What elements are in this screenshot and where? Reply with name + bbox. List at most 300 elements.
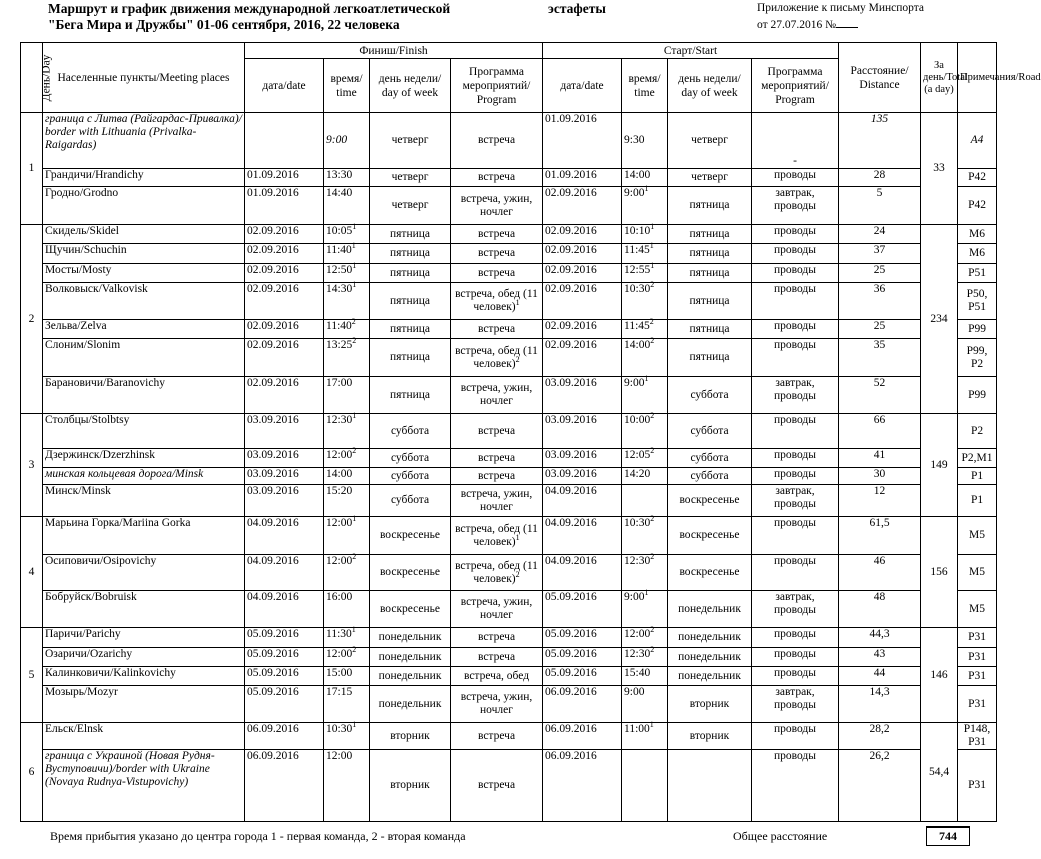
start-date: 05.09.2016 bbox=[543, 667, 622, 686]
finish-date: 02.09.2016 bbox=[245, 283, 324, 320]
start-program: проводы bbox=[752, 339, 839, 377]
table-row bbox=[21, 555, 997, 591]
start-program: проводы bbox=[752, 283, 839, 320]
finish-program: встреча bbox=[451, 225, 543, 244]
finish-group-header: Финиш/Finish bbox=[245, 43, 543, 59]
distance: 41 bbox=[839, 449, 921, 468]
finish-time: 16:00 bbox=[324, 591, 370, 628]
table-row bbox=[21, 468, 997, 485]
finish-program: встреча, ужин, ночлег bbox=[451, 686, 543, 723]
distance: 43 bbox=[839, 648, 921, 667]
table-row bbox=[21, 485, 997, 517]
distance: 44 bbox=[839, 667, 921, 686]
start-time: $12:30^2$ bbox=[622, 648, 668, 667]
start-program-header: Программа мероприятий/ Program bbox=[752, 59, 839, 113]
place-name: Гродно/Grodno bbox=[43, 187, 245, 225]
start-program: проводы bbox=[752, 414, 839, 449]
col-per-day-header: За день/Total (a day) bbox=[921, 43, 958, 113]
start-program: завтрак, проводы bbox=[752, 686, 839, 723]
finish-weekday: понедельник bbox=[370, 628, 451, 648]
road-number: Р31 bbox=[958, 750, 997, 822]
finish-weekday: пятница bbox=[370, 244, 451, 264]
start-date: 03.09.2016 bbox=[543, 377, 622, 414]
distance: 26,2 bbox=[839, 750, 921, 822]
start-program: проводы bbox=[752, 320, 839, 339]
start-program: проводы bbox=[752, 225, 839, 244]
place-name: Паричи/Parichy bbox=[43, 628, 245, 648]
finish-time: $12:00^2$ bbox=[324, 648, 370, 667]
finish-program: встреча, обед (11 человек)$^2$ bbox=[451, 339, 543, 377]
start-program: проводы bbox=[752, 628, 839, 648]
finish-weekday-header: день недели/ day of week bbox=[370, 59, 451, 113]
place-name: Слоним/Slonim bbox=[43, 339, 245, 377]
road-number: М5 bbox=[958, 517, 997, 555]
start-weekday: пятница bbox=[668, 339, 752, 377]
start-program: проводы bbox=[752, 468, 839, 485]
finish-program: встреча bbox=[451, 648, 543, 667]
start-time: $12:00^2$ bbox=[622, 628, 668, 648]
start-date: 05.09.2016 bbox=[543, 591, 622, 628]
finish-time: $11:40^2$ bbox=[324, 320, 370, 339]
start-program: проводы bbox=[752, 555, 839, 591]
table-row bbox=[21, 264, 997, 283]
start-date: 03.09.2016 bbox=[543, 414, 622, 449]
finish-time: $11:40^1$ bbox=[324, 244, 370, 264]
start-time: $12:55^1$ bbox=[622, 264, 668, 283]
start-weekday: пятница bbox=[668, 283, 752, 320]
finish-program: встреча bbox=[451, 414, 543, 449]
finish-weekday: вторник bbox=[370, 750, 451, 822]
road-number: М6 bbox=[958, 225, 997, 244]
finish-time: $14:30^1$ bbox=[324, 283, 370, 320]
finish-date: 06.09.2016 bbox=[245, 750, 324, 822]
start-date: 04.09.2016 bbox=[543, 555, 622, 591]
finish-program: встреча bbox=[451, 723, 543, 750]
table-row bbox=[21, 244, 997, 264]
finish-program: встреча bbox=[451, 264, 543, 283]
start-time: 15:40 bbox=[622, 667, 668, 686]
road-number: Р31 bbox=[958, 686, 997, 723]
place-name: Минск/Minsk bbox=[43, 485, 245, 517]
table-row bbox=[21, 628, 997, 648]
finish-program: встреча bbox=[451, 750, 543, 822]
place-name: Грандичи/Hrandichy bbox=[43, 169, 245, 187]
finish-program: встреча, обед (11 человек)$^2$ bbox=[451, 555, 543, 591]
start-program: проводы bbox=[752, 449, 839, 468]
start-weekday: вторник bbox=[668, 686, 752, 723]
road-number: М5 bbox=[958, 591, 997, 628]
distance: 48 bbox=[839, 591, 921, 628]
finish-program: встреча bbox=[451, 628, 543, 648]
start-date: 03.09.2016 bbox=[543, 468, 622, 485]
finish-weekday: четверг bbox=[370, 187, 451, 225]
finish-program: встреча, обед bbox=[451, 667, 543, 686]
start-program: завтрак, проводы bbox=[752, 187, 839, 225]
finish-date bbox=[245, 113, 324, 169]
road-number: Р2,М1 bbox=[958, 449, 997, 468]
start-date: 04.09.2016 bbox=[543, 517, 622, 555]
finish-time: $12:00^2$ bbox=[324, 449, 370, 468]
day-number: 6 bbox=[21, 723, 43, 822]
road-number: Р31 bbox=[958, 628, 997, 648]
start-time: $10:30^2$ bbox=[622, 517, 668, 555]
place-name: Волковыск/Valkovisk bbox=[43, 283, 245, 320]
start-program: проводы bbox=[752, 723, 839, 750]
table-row bbox=[21, 169, 997, 187]
document-footer bbox=[0, 824, 1011, 859]
finish-date: 03.09.2016 bbox=[245, 414, 324, 449]
finish-date: 02.09.2016 bbox=[245, 377, 324, 414]
finish-time: $13:25^2$ bbox=[324, 339, 370, 377]
table-row bbox=[21, 591, 997, 628]
start-time: $10:10^1$ bbox=[622, 225, 668, 244]
finish-weekday: понедельник bbox=[370, 667, 451, 686]
start-weekday bbox=[668, 750, 752, 822]
finish-program: встреча, обед (11 человек)$^1$ bbox=[451, 283, 543, 320]
start-weekday: четверг bbox=[668, 169, 752, 187]
start-weekday: вторник bbox=[668, 723, 752, 750]
finish-date: 05.09.2016 bbox=[245, 648, 324, 667]
start-weekday: понедельник bbox=[668, 591, 752, 628]
place-name: Осиповичи/Osipovichy bbox=[43, 555, 245, 591]
place-name: Калинковичи/Kalinkovichy bbox=[43, 667, 245, 686]
road-number: Р2 bbox=[958, 414, 997, 449]
day-number: 5 bbox=[21, 628, 43, 723]
title-line1-end: эстафеты bbox=[548, 1, 606, 16]
start-date-header: дата/date bbox=[543, 59, 622, 113]
road-number: Р99 bbox=[958, 377, 997, 414]
finish-program: встреча bbox=[451, 449, 543, 468]
start-time: 9:30 bbox=[622, 113, 668, 169]
finish-weekday: пятница bbox=[370, 320, 451, 339]
start-date: 03.09.2016 bbox=[543, 449, 622, 468]
start-group-header: Старт/Start bbox=[543, 43, 839, 59]
distance: 25 bbox=[839, 320, 921, 339]
distance: 28,2 bbox=[839, 723, 921, 750]
finish-time: $12:00^2$ bbox=[324, 555, 370, 591]
road-number: Р42 bbox=[958, 187, 997, 225]
start-date: 02.09.2016 bbox=[543, 339, 622, 377]
place-name: Скидель/Skidel bbox=[43, 225, 245, 244]
place-name: Озаричи/Ozarichy bbox=[43, 648, 245, 667]
finish-weekday: пятница bbox=[370, 339, 451, 377]
finish-program: встреча bbox=[451, 169, 543, 187]
distance: 37 bbox=[839, 244, 921, 264]
distance: 14,3 bbox=[839, 686, 921, 723]
start-program: проводы bbox=[752, 648, 839, 667]
start-date: 02.09.2016 bbox=[543, 187, 622, 225]
start-weekday: суббота bbox=[668, 468, 752, 485]
table-row bbox=[21, 686, 997, 723]
start-date: 02.09.2016 bbox=[543, 264, 622, 283]
finish-date: 02.09.2016 bbox=[245, 244, 324, 264]
road-number: Р1 bbox=[958, 485, 997, 517]
table-row bbox=[21, 320, 997, 339]
finish-program: встреча, ужин, ночлег bbox=[451, 187, 543, 225]
finish-time: 14:00 bbox=[324, 468, 370, 485]
finish-weekday: вторник bbox=[370, 723, 451, 750]
finish-weekday: понедельник bbox=[370, 648, 451, 667]
document-header bbox=[0, 0, 1011, 42]
finish-weekday: пятница bbox=[370, 377, 451, 414]
road-number: Р42 bbox=[958, 169, 997, 187]
start-date: 01.09.2016 bbox=[543, 169, 622, 187]
total-distance-label: Общее расстояние bbox=[733, 829, 828, 843]
day-number: 1 bbox=[21, 113, 43, 225]
start-time-header: время/ time bbox=[622, 59, 668, 113]
finish-date: 02.09.2016 bbox=[245, 339, 324, 377]
finish-weekday: пятница bbox=[370, 264, 451, 283]
start-date: 05.09.2016 bbox=[543, 648, 622, 667]
distance: 135 bbox=[839, 113, 921, 169]
start-program: проводы bbox=[752, 517, 839, 555]
finish-weekday: суббота bbox=[370, 485, 451, 517]
finish-date: 03.09.2016 bbox=[245, 449, 324, 468]
distance: 36 bbox=[839, 283, 921, 320]
start-weekday: пятница bbox=[668, 320, 752, 339]
start-weekday: понедельник bbox=[668, 648, 752, 667]
day-total: 33 bbox=[921, 113, 958, 225]
col-day-header: День/Day bbox=[21, 43, 43, 113]
finish-time: 15:20 bbox=[324, 485, 370, 517]
day-total: 156 bbox=[921, 517, 958, 628]
start-date: 02.09.2016 bbox=[543, 320, 622, 339]
finish-program-header: Программа мероприятий/ Program bbox=[451, 59, 543, 113]
place-name: граница с Украиной (Новая Рудня-Вуступовичи)/border with Ukraine (Novaya Rudnya-Vistupovichy) bbox=[43, 750, 245, 822]
day-total: 234 bbox=[921, 225, 958, 414]
finish-weekday: воскресенье bbox=[370, 591, 451, 628]
place-name: Барановичи/Baranovichy bbox=[43, 377, 245, 414]
start-time: $9:00^1$ bbox=[622, 591, 668, 628]
finish-date: 04.09.2016 bbox=[245, 555, 324, 591]
start-date: 02.09.2016 bbox=[543, 283, 622, 320]
title-line2: "Бега Мира и Дружбы" 01-06 сентября, 2016, 22 человека bbox=[48, 17, 400, 32]
place-name: минская кольцевая дорога/Minsk bbox=[43, 468, 245, 485]
place-name: Ельск/Elnsk bbox=[43, 723, 245, 750]
table-row bbox=[21, 225, 997, 244]
table-row bbox=[21, 339, 997, 377]
finish-weekday: суббота bbox=[370, 468, 451, 485]
col-places-header: Населенные пункты/Meeting places bbox=[43, 43, 245, 113]
place-name: Столбцы/Stolbtsy bbox=[43, 414, 245, 449]
start-weekday: пятница bbox=[668, 187, 752, 225]
finish-time: $12:00^1$ bbox=[324, 517, 370, 555]
place-name: Мозырь/Mozyr bbox=[43, 686, 245, 723]
finish-time: 9:00 bbox=[324, 113, 370, 169]
start-time: $10:00^2$ bbox=[622, 414, 668, 449]
finish-weekday: суббота bbox=[370, 414, 451, 449]
table-row bbox=[21, 187, 997, 225]
table-row bbox=[21, 113, 997, 169]
start-weekday: воскресенье bbox=[668, 517, 752, 555]
distance: 61,5 bbox=[839, 517, 921, 555]
finish-weekday: понедельник bbox=[370, 686, 451, 723]
table-row bbox=[21, 750, 997, 822]
start-program: завтрак, проводы bbox=[752, 377, 839, 414]
road-number: М6 bbox=[958, 244, 997, 264]
road-number: М5 bbox=[958, 555, 997, 591]
finish-program: встреча, ужин, ночлег bbox=[451, 485, 543, 517]
finish-time: 17:00 bbox=[324, 377, 370, 414]
day-total: 146 bbox=[921, 628, 958, 723]
start-time: 14:00 bbox=[622, 169, 668, 187]
finish-weekday: воскресенье bbox=[370, 517, 451, 555]
start-weekday: суббота bbox=[668, 449, 752, 468]
road-number: Р99, Р2 bbox=[958, 339, 997, 377]
distance: 12 bbox=[839, 485, 921, 517]
finish-program: встреча bbox=[451, 468, 543, 485]
finish-weekday: пятница bbox=[370, 283, 451, 320]
road-number: Р50, Р51 bbox=[958, 283, 997, 320]
distance: 35 bbox=[839, 339, 921, 377]
finish-date: 05.09.2016 bbox=[245, 628, 324, 648]
finish-program: встреча, обед (11 человек)$^1$ bbox=[451, 517, 543, 555]
road-number: Р1 bbox=[958, 468, 997, 485]
start-weekday-header: день недели/ day of week bbox=[668, 59, 752, 113]
start-program: проводы bbox=[752, 264, 839, 283]
day-total: 54,4 bbox=[921, 723, 958, 822]
place-name: граница с Литва (Райгардас-Привалка)/ border with Lithuania (Privalka-Raigardas) bbox=[43, 113, 245, 169]
distance: 52 bbox=[839, 377, 921, 414]
annex-date: от 27.07.2016 № bbox=[757, 17, 858, 31]
start-date: 02.09.2016 bbox=[543, 225, 622, 244]
table-row bbox=[21, 283, 997, 320]
start-time: $11:00^1$ bbox=[622, 723, 668, 750]
finish-time: $12:50^1$ bbox=[324, 264, 370, 283]
start-weekday: пятница bbox=[668, 225, 752, 244]
finish-date: 04.09.2016 bbox=[245, 517, 324, 555]
finish-time: 15:00 bbox=[324, 667, 370, 686]
start-program: проводы bbox=[752, 667, 839, 686]
table-row bbox=[21, 449, 997, 468]
start-date: 01.09.2016 bbox=[543, 113, 622, 169]
finish-date-header: дата/date bbox=[245, 59, 324, 113]
start-date: 04.09.2016 bbox=[543, 485, 622, 517]
start-weekday: суббота bbox=[668, 377, 752, 414]
finish-weekday: четверг bbox=[370, 169, 451, 187]
start-weekday: воскресенье bbox=[668, 555, 752, 591]
place-name: Щучин/Schuchin bbox=[43, 244, 245, 264]
finish-date: 01.09.2016 bbox=[245, 169, 324, 187]
road-number: Р51 bbox=[958, 264, 997, 283]
start-program: - bbox=[752, 113, 839, 169]
route-body bbox=[21, 113, 997, 822]
finish-date: 02.09.2016 bbox=[245, 264, 324, 283]
place-name: Мосты/Mosty bbox=[43, 264, 245, 283]
start-weekday: суббота bbox=[668, 414, 752, 449]
start-time bbox=[622, 485, 668, 517]
finish-time: 14:40 bbox=[324, 187, 370, 225]
start-weekday: понедельник bbox=[668, 667, 752, 686]
footer-note: Время прибытия указано до центра города 1 - первая команда, 2 - вторая команда bbox=[50, 829, 466, 843]
finish-weekday: суббота bbox=[370, 449, 451, 468]
finish-date: 01.09.2016 bbox=[245, 187, 324, 225]
start-time: 9:00 bbox=[622, 686, 668, 723]
start-date: 05.09.2016 bbox=[543, 628, 622, 648]
start-time: $12:05^2$ bbox=[622, 449, 668, 468]
finish-time: $11:30^1$ bbox=[324, 628, 370, 648]
day-total: 149 bbox=[921, 414, 958, 517]
finish-weekday: пятница bbox=[370, 225, 451, 244]
start-time: $11:45^1$ bbox=[622, 244, 668, 264]
road-number: А4 bbox=[958, 113, 997, 169]
distance: 25 bbox=[839, 264, 921, 283]
finish-date: 02.09.2016 bbox=[245, 225, 324, 244]
col-road-header: Примечания/Road bbox=[958, 43, 997, 113]
distance: 5 bbox=[839, 187, 921, 225]
finish-time: 17:15 bbox=[324, 686, 370, 723]
day-number: 4 bbox=[21, 517, 43, 628]
day-number: 2 bbox=[21, 225, 43, 414]
road-number: Р31 bbox=[958, 667, 997, 686]
col-distance-header: Расстояние/ Distance bbox=[839, 43, 921, 113]
table-row bbox=[21, 667, 997, 686]
start-weekday: воскресенье bbox=[668, 485, 752, 517]
start-time bbox=[622, 750, 668, 822]
finish-date: 02.09.2016 bbox=[245, 320, 324, 339]
finish-date: 06.09.2016 bbox=[245, 723, 324, 750]
distance: 28 bbox=[839, 169, 921, 187]
start-program: завтрак, проводы bbox=[752, 591, 839, 628]
table-row bbox=[21, 377, 997, 414]
start-program: проводы bbox=[752, 750, 839, 822]
start-time: $10:30^2$ bbox=[622, 283, 668, 320]
table-row bbox=[21, 723, 997, 750]
start-time: $9:00^1$ bbox=[622, 377, 668, 414]
start-date: 02.09.2016 bbox=[543, 244, 622, 264]
road-number: Р31 bbox=[958, 648, 997, 667]
distance: 44,3 bbox=[839, 628, 921, 648]
start-weekday: пятница bbox=[668, 264, 752, 283]
finish-time-header: время/ time bbox=[324, 59, 370, 113]
start-date: 06.09.2016 bbox=[543, 686, 622, 723]
distance: 66 bbox=[839, 414, 921, 449]
start-time: $9:00^1$ bbox=[622, 187, 668, 225]
start-weekday: четверг bbox=[668, 113, 752, 169]
table-row bbox=[21, 517, 997, 555]
place-name: Дзержинск/Dzerzhinsk bbox=[43, 449, 245, 468]
finish-time: 13:30 bbox=[324, 169, 370, 187]
start-weekday: понедельник bbox=[668, 628, 752, 648]
start-program: проводы bbox=[752, 169, 839, 187]
total-distance-value: 744 bbox=[926, 826, 970, 846]
finish-weekday: четверг bbox=[370, 113, 451, 169]
start-program: проводы bbox=[752, 244, 839, 264]
place-name: Бобруйск/Bobruisk bbox=[43, 591, 245, 628]
place-name: Марьина Горка/Mariina Gorka bbox=[43, 517, 245, 555]
finish-date: 03.09.2016 bbox=[245, 468, 324, 485]
finish-time: $10:30^1$ bbox=[324, 723, 370, 750]
road-number: Р148, Р31 bbox=[958, 723, 997, 750]
start-weekday: пятница bbox=[668, 244, 752, 264]
finish-program: встреча bbox=[451, 113, 543, 169]
distance: 24 bbox=[839, 225, 921, 244]
finish-time: $12:30^1$ bbox=[324, 414, 370, 449]
finish-program: встреча, ужин, ночлег bbox=[451, 377, 543, 414]
finish-time: $10:05^1$ bbox=[324, 225, 370, 244]
finish-program: встреча, ужин, ночлег bbox=[451, 591, 543, 628]
start-date: 06.09.2016 bbox=[543, 723, 622, 750]
start-time: $14:00^2$ bbox=[622, 339, 668, 377]
place-name: Зельва/Zelva bbox=[43, 320, 245, 339]
finish-time: 12:00 bbox=[324, 750, 370, 822]
start-program: завтрак, проводы bbox=[752, 485, 839, 517]
start-time: $12:30^2$ bbox=[622, 555, 668, 591]
start-time: $11:45^2$ bbox=[622, 320, 668, 339]
finish-program: встреча bbox=[451, 244, 543, 264]
annex-note: Приложение к письму Минспорта bbox=[757, 2, 925, 14]
road-number: Р99 bbox=[958, 320, 997, 339]
